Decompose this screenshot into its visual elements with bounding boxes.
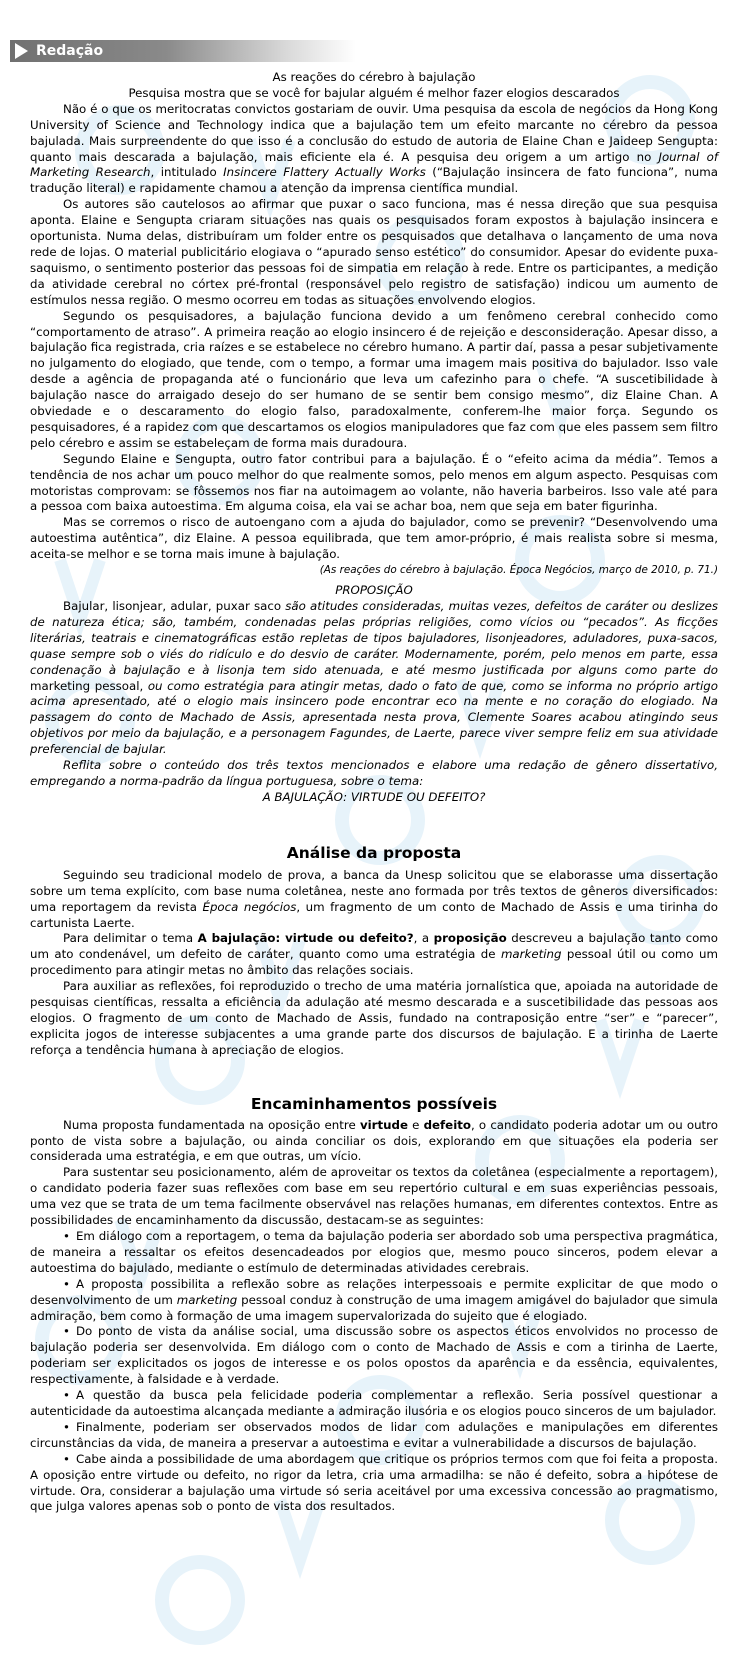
proposicao-theme: A BAJULAÇÃO: VIRTUDE OU DEFEITO? [262,789,486,804]
article-paragraph-4: Segundo Elaine e Sengupta, outro fator contribui para a bajulação. É o “efeito acima da média”. Temos a tendência de nos achar um pouco melhor do que realmente somos, pelo menos em algum aspecto. Pesquisas com motoristas comprovam: se fôssemos nos fiar na autoimagem ao volante, não haveria barbeiros. Isso vale até para a pessoa com baixa autoestima. Em alguma coisa, ela vai se achar boa, nem que seja em bater figurinha. [30,451,718,514]
article-subtitle: Pesquisa mostra que se você for bajular alguém é melhor fazer elogios descarados [128,85,620,100]
article-paragraph-3: Segundo os pesquisadores, a bajulação funciona devido a um fenômeno cerebral conhecido como “comportamento de atraso”. A primeira reação ao elogio insincero é de rejeição e desconsideração. Apesar disso, a bajulação fica registrada, cria raízes e se estabelece no cérebro humano. A partir daí, passa a pesar subjetivamente no julgamento do elogiado, que tende, com o tempo, a formar uma imagem mais positiva do bajulador. Isso vale desde a agência de propaganda até o funcionário que leva um cafezinho para o chefe. “A suscetibilidade à bajulação nasce do arraigado desejo do ser humano de se sentir bem consigo mesmo”, diz Elaine Chan. A obviedade e o descaramento do elogio falso, paradoxalmente, conferem-lhe maior força. Segundo os pesquisadores, é a rapidez com que descartamos os elogios manipuladores que faz com que eles passem sem filtro pelo cérebro e assim se estabeleçam de forma mais duradoura. [30,308,718,450]
play-triangle-icon [15,43,28,59]
encaminhamentos-paragraph-2: Para sustentar seu posicionamento, além de aproveitar os textos da coletânea (especialmente a reportagem), o candidato poderia fazer suas reflexões com base em seu repertório cultural e em suas experiências pessoais, uma vez que se trata de um tema facilmente observável nas relações humanas, em diferentes contextos. Entre as possibilidades de encaminhamento da discussão, destacam-se as seguintes: [30,1165,718,1228]
bullet-item-1: • Em diálogo com a reportagem, o tema da bajulação poderia ser abordado sob uma perspectiva pragmática, de maneira a ressaltar os efeitos desencadeados por elogios que, mesmo pouco sinceros, podem elevar a autoestima do bajulado, mediante o estímulo de determinadas atividades cerebrais. [30,1229,718,1277]
bullet-item-6: • Cabe ainda a possibilidade de uma abordagem que critique os próprios termos com que foi feita a proposta. A oposição entre virtude ou defeito, no rigor da letra, cria uma armadilha: se não é defeito, sobra a hipótese de virtude. Ora, considerar a bajulação uma virtude só seria aceitável por uma excessiva concessão ao pragmatismo, que julga valores apenas sob o ponto de vista dos resultados. [30,1452,718,1516]
article-title: As reações do cérebro à bajulação [272,70,476,84]
article-paragraph-1: Não é o que os meritocratas convictos gostariam de ouvir. Uma pesquisa da escola de negócios da Hong Kong University of Science and Technology indica que a bajulação tem um efeito marcante no cérebro da pessoa bajulada. Mais surpreendente do que isso é a conclusão do estudo de autoria de Elaine Chan e Jaideep Sengupta: quanto mais descarada a bajulação, mais eficiente ela é. A pesquisa deu origem a um artigo no Journal of Marketing Research, intitulado Insincere Flattery Actually Works (“Bajulação insincera de fato funciona”, numa tradução literal) e rapidamente chamou a atenção da imprensa científica mundial. [30,101,718,196]
article-paragraph-5: Mas se corremos o risco de autoengano com a ajuda do bajulador, como se prevenir? “Desenvolvendo uma autoestima autêntica”, diz Elaine. A pessoa equilibrada, que tem amor-próprio, é mais realista sobre si mesma, aceita-se melhor e se torna mais imune à bajulação. [30,515,718,562]
analise-paragraph-2: Para delimitar o tema A bajulação: virtude ou defeito?, a proposição descreveu a bajulação tanto como um ato condenável, um defeito de caráter, quanto como uma estratégia de marketing pessoal útil ou como um procedimento para atingir metas no âmbito das relações sociais. [30,931,718,978]
bullet-item-2: • A proposta possibilita a reflexão sobre as relações interpessoais e permite explicitar de que modo o desenvolvimento de um marketing pessoal conduz à construção de uma imagem amigável do bajulador que simula admiração, bem como à formação de uma imagem supervalorizada do sujeito que é elogiado. [30,1277,718,1325]
proposicao-paragraph-1: Bajular, lisonjear, adular, puxar saco são atitudes consideradas, muitas vezes, defeitos de caráter ou deslizes de natureza ética; são, também, condenadas pelas próprias religiões, como vícios ou “pecados”. As ficções literárias, teatrais e cinematográficas estão repletas de tipos bajuladores, lisonjeadores, aduladores, puxa-sacos, quase sempre sob o viés do ridículo e do desvio de caráter. Modernamente, porém, pelo menos em parte, essa condenação à bajulação e à lisonja tem sido atenuada, e até mesmo justificada por alguns como parte do marketing pessoal, ou como estratégia para atingir metas, dado o fato de que, como se informa no próprio artigo acima apresentado, até o elogio mais insincero pode encontrar eco na mente e no coração do elogiado. Na passagem do conto de Machado de Assis, apresentada nesta prova, Clemente Soares acabou atingindo seus objetivos por meio da bajulação, e a personagem Fagundes, de Laerte, parece viver sempre feliz em sua atividade preferencial de bajular. [30,599,719,757]
bullet-item-4: • A questão da busca pela felicidade poderia complementar a reflexão. Seria possível questionar a autenticidade da autoestima alcançada mediante a admiração ilusória e os elogios pouco sinceros de um bajulador. [30,1388,718,1420]
document-body [30,38,718,1515]
bullet-item-5: • Finalmente, poderiam ser observados modos de lidar com adulações e manipulações em diferentes circunstâncias da vida, de maneira a preservar a autoestima e evitar a vulnerabilidade a discursos de bajulação. [30,1420,718,1452]
article-paragraph-2: Os autores são cautelosos ao afirmar que puxar o saco funciona, mas é nessa direção que sua pesquisa aponta. Elaine e Sengupta criaram situações nas quais os pesquisados foram expostos à bajulação insincera e oportunista. Numa delas, distribuíram um folder entre os pesquisados que detalhava o lançamento de uma nova rede de lojas. O material publicitário elogiava o “apurado senso estético” do consumidor. Apesar do evidente puxa-saquismo, o sentimento posterior das pessoas foi de simpatia em relação à rede. Entre os participantes, a medição da atividade cerebral no córtex pré-frontal (responsável pelo registro de satisfação) indicou um aumento de estímulos nessa região. O mesmo ocorreu em todas as situações envolvendo elogios. [30,197,718,307]
encaminhamentos-heading: Encaminhamentos possíveis [250,1094,498,1113]
section-header-label: Redação [36,43,104,59]
analise-paragraph-3: Para auxiliar as reflexões, foi reproduzido o trecho de uma matéria jornalística que, apoiada na autoridade de pesquisas científicas, ressalta a eficiência da adulação até mesmo descarada e a suscetibilidade das pessoas aos elogios. O fragmento de um conto de Machado de Assis, fundado na contraposição entre “ser” e “parecer”, explicita jogos de interesse subjacentes a uma grande parte dos discursos de bajulação. E a tirinha de Laerte reforça a tendência humana à apreciação de elogios. [30,979,718,1057]
article-source: (As reações do cérebro à bajulação. Época Negócios, março de 2010, p. 71.) [319,564,718,577]
encaminhamentos-paragraph-1: Numa proposta fundamentada na oposição entre virtude e defeito, o candidato poderia adotar um ou outro ponto de vista sobre a bajulação, ou ainda conciliar os dois, explorando em que situações ela poderia ser considerada uma estratégia, e em que outras, um vício. [30,1117,718,1164]
bullet-item-3: • Do ponto de vista da análise social, uma discussão sobre os aspectos éticos envolvidos no processo de bajulação poderia ser desenvolvida. Em diálogo com o conto de Machado de Assis e com a tirinha de Laerte, poderiam ser explicitados os jogos de interesse e os polos opostos da aparência e da essência, equivalentes, respectivamente, à falsidade e à verdade. [30,1324,718,1388]
proposicao-paragraph-2: Reflita sobre o conteúdo dos três textos mencionados e elabore uma redação de gênero dissertativo, empregando a norma-padrão da língua portuguesa, sobre o tema: [30,758,718,788]
analise-heading: Análise da proposta [286,843,462,862]
proposicao-heading: PROPOSIÇÃO [335,583,413,598]
analise-paragraph-1: Seguindo seu tradicional modelo de prova, a banca da Unesp solicitou que se elaborasse uma dissertação sobre um tema explícito, com base numa coletânea, neste ano formada por três textos de gêneros diversificados: uma reportagem da revista Época negócios, um fragmento de um conto de Machado de Assis e uma tirinha do cartunista Laerte. [30,867,718,930]
